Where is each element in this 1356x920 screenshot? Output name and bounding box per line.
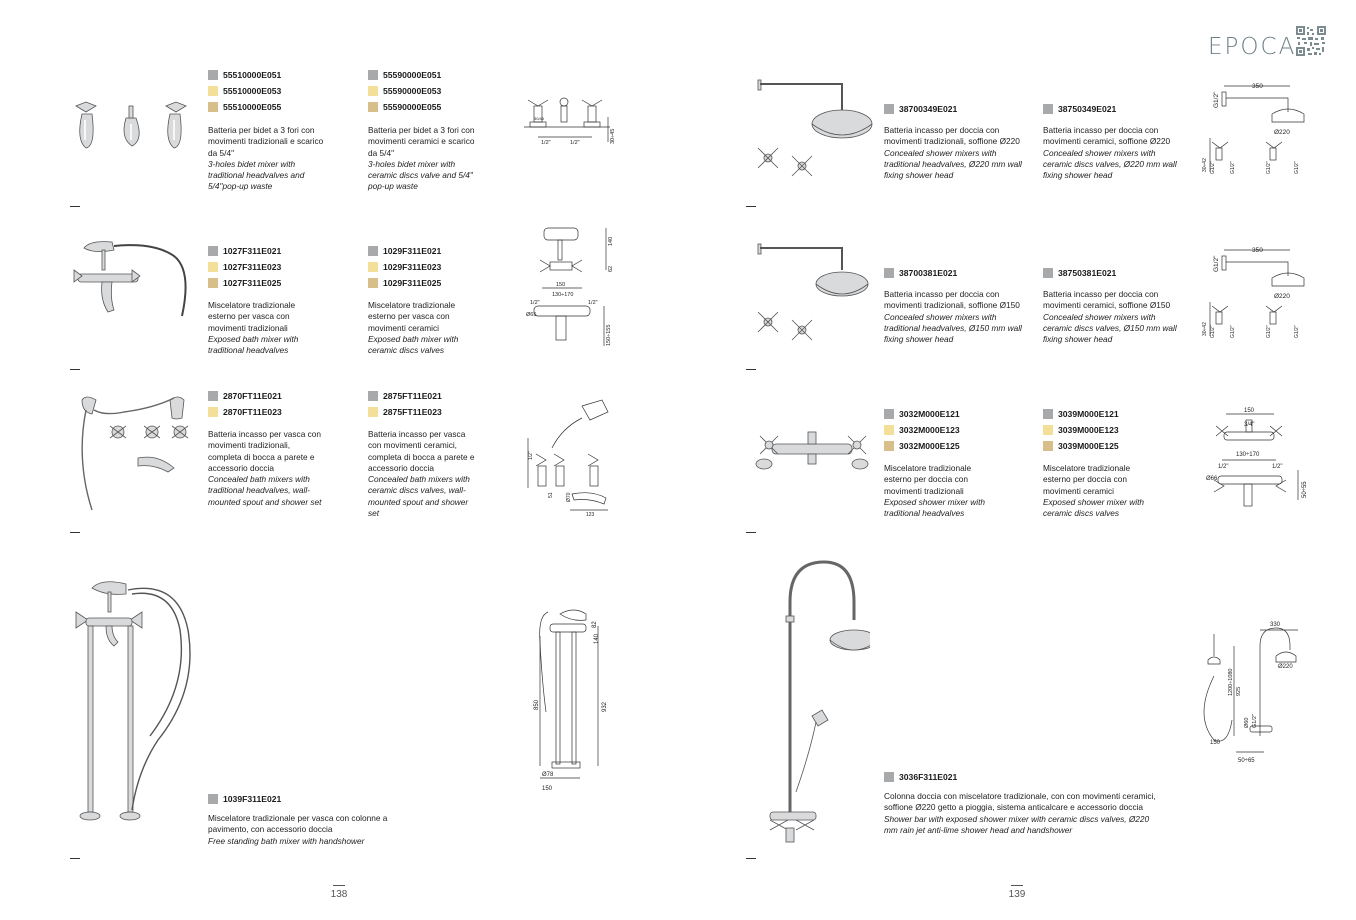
separator [746,369,756,370]
exposed-bath-mixer-drawing [524,222,616,352]
product-code: 2875FT11E023 [383,406,442,417]
product-code: 55590000E053 [383,85,442,96]
product-description [208,300,313,356]
dim-label: 30÷45 [610,128,616,144]
code-bronze [368,100,441,113]
gold-swatch [368,407,378,417]
concealed-bath-mixer-photo [72,390,196,520]
chrome-swatch [884,409,894,419]
product-code: 3036F311E021 [899,771,958,782]
dim-label: G1/2" [1266,325,1272,338]
product-description [368,300,473,356]
dim-label: Ø66 [1206,476,1218,482]
dim-label: 1/2" [528,451,534,460]
english-text: Concealed bath mixers with traditional headvalves, wall-mounted spout and shower set [208,474,322,507]
dim-label: 150 [556,282,566,288]
separator [70,369,80,370]
separator [746,206,756,207]
product-description [884,289,1026,345]
code-chrome [1043,102,1116,115]
bronze-swatch [1043,441,1053,451]
code-gold [208,260,281,273]
product-description [1043,125,1183,181]
code-chrome [368,244,441,257]
dim-label: 350 [1252,83,1263,90]
dim-label: G1/2" [1210,325,1216,338]
page-number-left: 138 [324,885,354,900]
shower-column-drawing [1200,616,1306,766]
italian-text: Batteria incasso per doccia con movimenti ceramici, soffione Ø150 [1043,289,1171,311]
product-description [884,125,1026,181]
separator [746,858,756,859]
dim-label: 1/2" [1272,464,1283,470]
italian-text: Miscelatore tradizionale esterno per vasca con movimenti ceramici [368,300,456,333]
dim-label: G1/2" [1210,161,1216,174]
code-gold [368,260,441,273]
chrome-swatch [884,104,894,114]
english-text: Exposed bath mixer with traditional headvalves [208,333,299,356]
code-bronze [1043,439,1119,452]
shower-column-photo [756,556,870,846]
code-bronze [208,276,281,289]
dim-label: 925 [1236,686,1242,696]
dim-label: Ø65 [526,312,537,318]
product-code: 1027F311E023 [223,261,282,272]
product-code: 1027F311E025 [223,277,282,288]
product-description [368,125,480,193]
gold-swatch [208,86,218,96]
code-chrome [1043,266,1116,279]
exposed-bath-mixer-photo [70,236,190,336]
code-gold [368,84,441,97]
chrome-swatch [208,246,218,256]
english-text: Exposed shower mixer with traditional headvalves [884,496,985,519]
dim-label: 850 [534,699,540,710]
code-chrome [208,68,281,81]
gold-swatch [368,86,378,96]
dim-label: 1/2" [530,300,540,306]
code-chrome [884,266,957,279]
concealed-shower-mixer-photo [740,74,880,192]
bronze-swatch [368,278,378,288]
chrome-swatch [208,794,218,804]
product-description [208,125,326,193]
dim-label: 62 [608,265,614,272]
dim-label: 30/45 [534,116,545,121]
italian-text: Batteria incasso per doccia con movimenti tradizionali, soffione Ø220 [884,125,1020,147]
italian-text: Miscelatore tradizionale esterno per doccia con movimenti ceramici [1043,463,1131,496]
product-code: 3039M000E121 [1058,408,1119,419]
code-bronze [208,100,281,113]
product-code: 2870FT11E023 [223,406,282,417]
product-code: 55510000E053 [223,85,282,96]
chrome-swatch [368,246,378,256]
freestanding-bath-mixer-photo [62,576,202,834]
gold-swatch [368,262,378,272]
bronze-swatch [208,278,218,288]
concealed-shower-mixer-small-photo [740,238,880,356]
product-code: 3039M000E123 [1058,424,1119,435]
dim-label: G1/2" [1230,161,1236,174]
english-text: Concealed shower mixers with traditional headvalves, Ø220 mm wall fixing shower head [884,147,1022,181]
english-text: Free standing bath mixer with handshower [208,835,365,846]
product-code: 55510000E051 [223,69,282,80]
english-text: Concealed bath mixers with ceramic discs valves, wall-mounted spout and shower set [368,474,470,519]
product-code: 1027F311E021 [223,245,282,256]
code-chrome [884,407,960,420]
code-chrome [1043,407,1119,420]
bronze-swatch [884,441,894,451]
qr-code-icon[interactable] [1296,26,1326,56]
chrome-swatch [368,70,378,80]
shower-head-150-drawing [1198,242,1308,342]
dim-label: Ø78 [542,772,554,778]
dim-label: 3/4" [1244,422,1255,428]
dim-label: G1/2" [1230,325,1236,338]
product-code: 38700381E021 [899,267,958,278]
concealed-bath-mixer-drawing [522,398,614,516]
code-gold [368,405,442,418]
chrome-swatch [1043,409,1053,419]
code-gold [884,423,960,436]
italian-text: Batteria incasso per vasca con movimenti ceramici, completa di bocca a parete e accessorio doccia [368,429,475,473]
product-code: 55510000E055 [223,101,282,112]
dim-label: Ø60 [1244,717,1250,728]
exposed-shower-mixer-drawing [1204,404,1308,514]
dim-label: 1/2" [1218,464,1229,470]
dim-label: 140 [608,236,614,246]
dim-label: G1/2" [1213,255,1220,272]
italian-text: Batteria per bidet a 3 fori con movimenti ceramici e scarico da 5/4" [368,125,475,158]
product-code: 1029F311E023 [383,261,442,272]
dim-label: 1/2" [588,300,598,306]
dim-label: Ø220 [1278,664,1293,670]
product-description [1043,463,1155,519]
dim-label: 1/2" [570,140,580,146]
page-number-right: 139 [1002,885,1032,900]
dim-label: 350 [1252,247,1263,254]
product-code: 1029F311E021 [383,245,442,256]
dim-label: 1200÷1080 [1228,668,1234,696]
dim-label: 50÷65 [1238,758,1255,764]
italian-text: Batteria incasso per doccia con movimenti tradizionali, soffione Ø150 [884,289,1020,311]
product-description [368,429,480,519]
dim-label: Ø70 [566,492,572,502]
chrome-swatch [884,772,894,782]
dim-label: 130÷170 [1236,452,1260,458]
code-chrome [208,244,281,257]
product-code: 2875FT11E021 [383,390,442,401]
product-description [208,429,326,508]
shower-head-220-drawing [1198,78,1308,178]
product-code: 2870FT11E021 [223,390,282,401]
dim-label: 140 [594,633,600,644]
english-text: Shower bar with exposed shower mixer with ceramic discs valves, Ø220 mm rain jet anti-lime shower head and handshower [884,813,1150,835]
italian-text: Colonna doccia con miscelatore tradizionale, con con movimenti ceramici, soffione Ø220 getto a pioggia, sistema anticalcare e accessorio doccia [884,791,1156,813]
italian-text: Batteria per bidet a 3 fori con movimenti tradizionali e scarico da 5/4" [208,125,324,158]
dim-label: Ø220 [1274,293,1290,300]
english-text: Exposed shower mixer with ceramic discs valves [1043,496,1144,519]
gold-swatch [884,425,894,435]
product-code: 55590000E051 [383,69,442,80]
bidet-mixer-photo [70,88,200,158]
dim-label: 130÷170 [552,292,574,298]
dim-label: 1/2" [541,140,551,146]
italian-text: Miscelatore tradizionale esterno per vasca con movimenti tradizionali [208,300,296,333]
dim-label: 82 [592,621,598,628]
product-code: 3032M000E125 [899,440,960,451]
code-chrome [208,792,281,805]
english-text: Concealed shower mixers with ceramic discs valves, Ø220 mm wall fixing shower head [1043,147,1177,181]
product-code: 3032M000E123 [899,424,960,435]
italian-text: Batteria incasso per vasca con movimenti tradizionali, completa di bocca a parete e accessorio doccia [208,429,321,473]
dim-label: G1/2" [1213,91,1220,108]
product-description [208,813,408,847]
italian-text: Batteria incasso per doccia con movimenti ceramici, soffione Ø220 [1043,125,1171,147]
english-text: 3-holes bidet mixer with ceramic discs valve and 5/4" pop-up waste [368,158,473,192]
product-code: 38750349E021 [1058,103,1117,114]
code-chrome [208,389,282,402]
product-description [884,791,1156,836]
brand-title: EPOCA [1208,34,1297,60]
dim-label: 51 [548,492,554,498]
product-description [884,463,996,519]
separator [70,206,80,207]
gold-swatch [208,407,218,417]
dim-label: 150 [1244,408,1255,414]
product-code: 3032M000E121 [899,408,960,419]
freestanding-bath-mixer-drawing [526,606,612,794]
exposed-shower-mixer-photo [752,430,874,480]
english-text: Concealed shower mixers with traditional headvalves, Ø150 mm wall fixing shower head [884,311,1022,345]
separator [746,532,756,533]
chrome-swatch [1043,268,1053,278]
bronze-swatch [208,102,218,112]
dim-label: 30÷42 [1202,158,1208,172]
chrome-swatch [208,70,218,80]
english-text: 3-holes bidet mixer with traditional headvalves and 5/4"pop-up waste [208,158,305,192]
gold-swatch [208,262,218,272]
product-code: 1039F311E021 [223,793,282,804]
dim-label: 150 [542,786,553,792]
product-code: 55590000E055 [383,101,442,112]
code-chrome [368,389,442,402]
gold-swatch [1043,425,1053,435]
code-chrome [368,68,441,81]
dim-label: 123 [586,512,595,516]
code-gold [1043,423,1119,436]
italian-text: Miscelatore tradizionale per vasca con colonne a pavimento, con accessorio doccia [208,813,388,835]
code-gold [208,405,282,418]
code-gold [208,84,281,97]
product-code: 38750381E021 [1058,267,1117,278]
dim-label: Ø220 [1274,129,1290,136]
italian-text: Miscelatore tradizionale esterno per doccia con movimenti tradizionali [884,463,972,496]
code-bronze [884,439,960,452]
dim-label: 330 [1270,622,1281,628]
dim-label: 932 [602,701,608,712]
dim-label: G1/2" [1252,714,1258,728]
separator [70,532,80,533]
dim-label: G1/2" [1294,325,1300,338]
english-text: Concealed shower mixers with ceramic discs valves, Ø150 mm wall fixing shower head [1043,311,1177,345]
chrome-swatch [368,391,378,401]
bidet-mixer-drawing [524,92,616,152]
dim-label: 30÷42 [1202,322,1208,336]
code-bronze [368,276,441,289]
dim-label: 150÷155 [606,324,612,346]
product-code: 38700349E021 [899,103,958,114]
dim-label: G1/2" [1266,161,1272,174]
chrome-swatch [1043,104,1053,114]
dim-label: 150 [1210,740,1221,746]
product-code: 3039M000E125 [1058,440,1119,451]
code-chrome [884,102,957,115]
code-chrome [884,770,957,783]
chrome-swatch [884,268,894,278]
dim-label: G1/2" [1294,161,1300,174]
product-description [1043,289,1183,345]
separator [70,858,80,859]
bronze-swatch [368,102,378,112]
english-text: Exposed bath mixer with ceramic discs valves [368,333,459,356]
chrome-swatch [208,391,218,401]
product-code: 1029F311E025 [383,277,442,288]
dim-label: 50÷55 [1302,481,1308,498]
